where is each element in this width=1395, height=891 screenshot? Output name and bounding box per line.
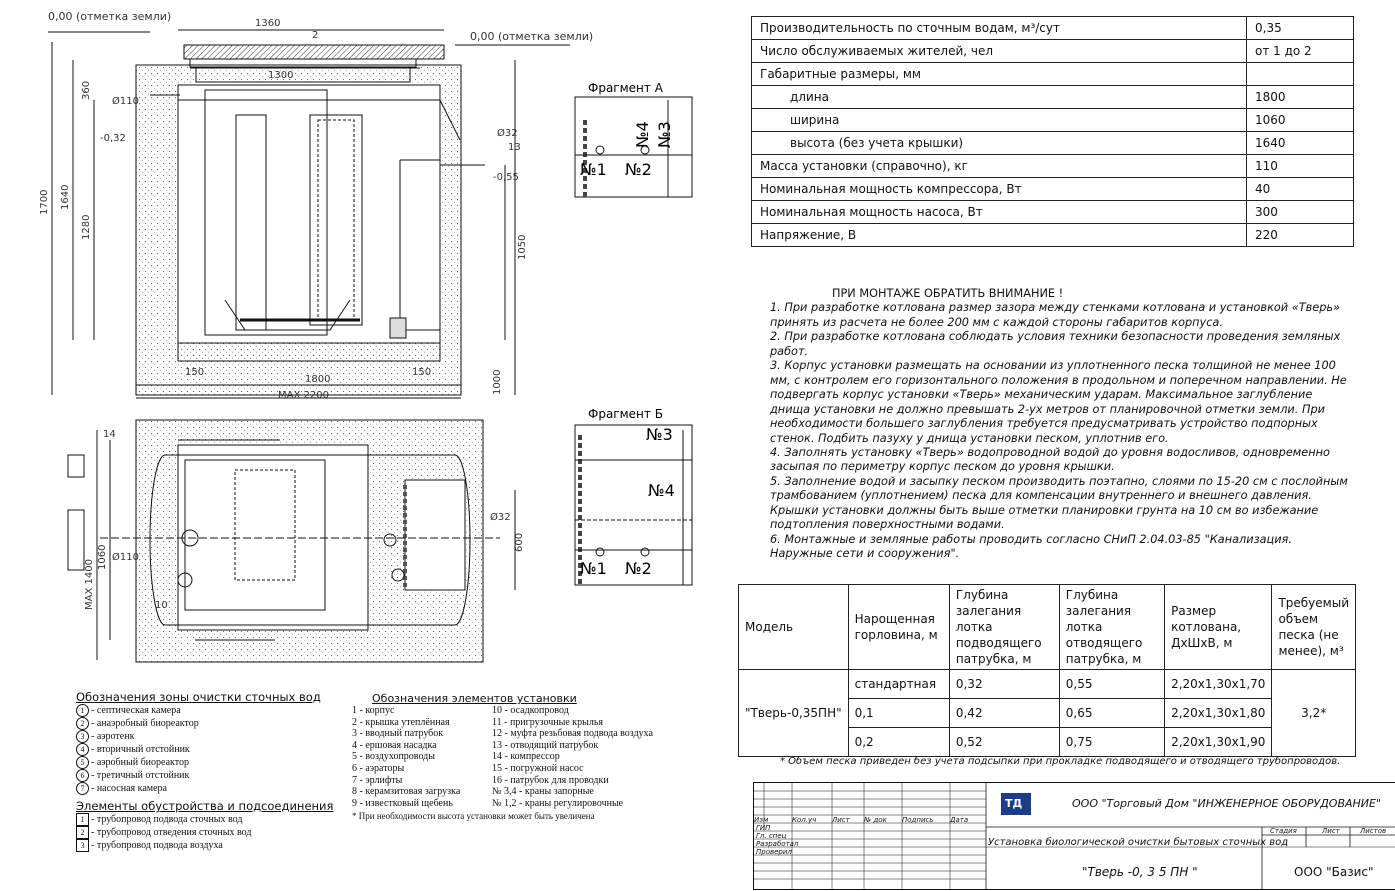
spec-value: 110	[1247, 155, 1354, 178]
stamp-stage: Стадия	[1270, 827, 1297, 835]
model-cell-pit: 2,20х1,30х1,80	[1165, 699, 1272, 728]
element-item: № 1,2 - краны регулировочные	[492, 797, 624, 809]
stamp-sheets: Листов	[1360, 827, 1387, 835]
model-row	[739, 670, 1356, 699]
plan-view	[68, 420, 515, 662]
footnote: * Объем песка приведен без учета подсыпки при прокладке подводящего и отводящего трубопроводов.	[780, 756, 1341, 767]
model-cell-pit: 2,20х1,30х1,90	[1165, 728, 1272, 757]
element-item: 4 - ершовая насадка	[352, 739, 437, 751]
spec-label: ширина	[752, 109, 1247, 132]
spec-row	[752, 63, 1354, 86]
legend-text: - трубопровод отведения сточных вод	[91, 826, 252, 838]
spec-table	[751, 16, 1354, 247]
plan-dim-d32: Ø32	[490, 512, 511, 523]
dim-150-right: 150	[412, 367, 432, 378]
drawing-title: Установка биологической очистки бытовых сточных вод	[988, 837, 1289, 848]
legend-text: - третичный отстойник	[91, 769, 190, 781]
note-item: 6. Монтажные и земляные работы проводить согласно СНиП 2.04.03-85 "Канализация. Наружные сети и сооружения".	[770, 532, 1292, 561]
legend-text: - насосная камера	[91, 782, 167, 794]
company-logo: ТД	[1005, 797, 1023, 810]
spec-value	[1247, 63, 1354, 86]
sand-volume: 3,2*	[1272, 670, 1356, 757]
legend-item	[76, 782, 346, 795]
legend-marker: 3	[76, 839, 89, 852]
col-in-depth: Глубина залегания лотка подводящего патрубка, м	[949, 585, 1059, 670]
plan-dim-d110: Ø110	[112, 552, 139, 563]
spec-value: 1060	[1247, 109, 1354, 132]
spec-value: от 1 до 2	[1247, 40, 1354, 63]
stamp-roles	[756, 824, 798, 856]
model-cell-in: 0,32	[949, 670, 1059, 699]
plan-dim-max-1400: MAX 1400	[84, 559, 95, 610]
note-item: 1. При разработке котлована размер зазора между стенками котлована и установкой «Тверь» принять из расчета не более 200 мм с каждой стороны габаритов корпуса.	[770, 301, 1341, 329]
legend-text: - аэротенк	[91, 730, 135, 742]
stamp-col: Изм	[754, 816, 769, 824]
dim-minus-032: -0,32	[100, 133, 126, 144]
stamp-col: Дата	[950, 816, 969, 824]
connections-legend-title: Элементы обустройства и подсоединения	[76, 799, 334, 813]
dim-d110: Ø110	[112, 96, 139, 107]
plan-dim-14: 14	[103, 429, 116, 440]
spec-value: 300	[1247, 201, 1354, 224]
spec-row	[752, 201, 1354, 224]
plan-dim-600: 600	[514, 532, 525, 552]
spec-label: Номинальная мощность насоса, Вт	[752, 201, 1247, 224]
model-name: "Тверь-0,35ПН"	[739, 670, 849, 757]
spec-label: высота (без учета крышки)	[752, 132, 1247, 155]
element-item: 11 - пригрузочные крылья	[492, 716, 604, 728]
stamp-col: Подпись	[902, 816, 934, 824]
dim-1360: 1360	[255, 18, 281, 29]
dim-1640: 1640	[60, 184, 71, 210]
valve-3-b: №3	[646, 425, 673, 444]
legend-marker: 4	[76, 743, 89, 756]
stamp-col: Кол.уч	[792, 816, 817, 824]
label-2: 2	[312, 30, 319, 41]
spec-value: 0,35	[1247, 17, 1354, 40]
dim-1300: 1300	[268, 70, 294, 81]
stamp-role: Гл. спец	[756, 832, 787, 840]
legend-marker: 2	[76, 826, 89, 839]
model-cell-out: 0,75	[1059, 728, 1164, 757]
element-item: 10 - осадкопровод	[492, 705, 569, 716]
spec-value: 40	[1247, 178, 1354, 201]
legend-text: - анаэробный биореактор	[91, 717, 199, 729]
plan-dim-10: 10	[155, 600, 168, 611]
col-out-depth: Глубина залегания лотка отводящего патрубка, м	[1059, 585, 1164, 670]
stamp-col: Лист	[832, 816, 850, 824]
legend-text: - септическая камера	[91, 704, 181, 716]
dim-1800: 1800	[305, 374, 331, 385]
spec-label: Габаритные размеры, мм	[752, 63, 1247, 86]
element-item: 2 - крышка утеплённая	[352, 716, 450, 728]
legend-item	[76, 743, 346, 756]
model-cell-neck: 0,1	[848, 699, 949, 728]
element-item: 9 - известковый щебень	[352, 797, 453, 809]
dim-360: 360	[81, 80, 92, 100]
legend-item	[76, 704, 346, 717]
company-name: ООО "Торговый Дом "ИНЖЕНЕРНОЕ ОБОРУДОВАНИЕ"	[1072, 797, 1382, 810]
legend-marker: 5	[76, 756, 89, 769]
model-cell-in: 0,52	[949, 728, 1059, 757]
col-pit: Размер котлована, ДхШхВ, м	[1165, 585, 1272, 670]
zones-legend	[76, 690, 346, 852]
model-cell-pit: 2,20х1,30х1,70	[1165, 670, 1272, 699]
stamp-role: Проверил	[756, 848, 792, 856]
legend-item	[76, 813, 346, 826]
legend-item	[76, 826, 346, 839]
element-item: 5 - воздухопроводы	[352, 751, 435, 763]
element-item: № 3,4 - краны запорные	[492, 786, 594, 798]
element-item: 1 - корпус	[352, 705, 395, 716]
spec-row	[752, 86, 1354, 109]
org-name: ООО "Базис"	[1294, 865, 1374, 879]
legend-item	[76, 717, 346, 730]
spec-label: Производительность по сточным водам, м³/сут	[752, 17, 1247, 40]
model-cell-out: 0,65	[1059, 699, 1164, 728]
valve-1-b: №1	[580, 559, 607, 578]
model-cell-neck: 0,2	[848, 728, 949, 757]
dim-13: 13	[508, 142, 521, 153]
element-item: 14 - компрессор	[492, 751, 560, 763]
element-item: 7 - эрлифты	[352, 774, 403, 786]
note-item: 3. Корпус установки размещать на основании из уплотненного песка толщиной не менее 100 мм, с контролем его горизонтального положения в продольном и поперечном направлении. Не подвергать корпус установки «Тверь» механическим ударам. Максимальное заглубление днища установки не должно превышать 2-ух метров от планировочной отметки земли. При необходимости большего заглубления требуется предусматривать устройство подпорных стенок. Подбить пазуху у днища установки песком, уплотнив его.	[770, 359, 1347, 445]
element-item: 3 - вводный патрубок	[352, 728, 444, 740]
spec-row	[752, 224, 1354, 247]
col-neck: Нарощенная горловина, м	[848, 585, 949, 670]
spec-label: длина	[752, 86, 1247, 109]
model-cell-in: 0,42	[949, 699, 1059, 728]
note-item: 2. При разработке котлована соблюдать условия техники безопасности проведения земляных работ.	[770, 330, 1341, 358]
fragment-b-labels	[580, 425, 675, 578]
legend-marker: 3	[76, 730, 89, 743]
spec-value: 1640	[1247, 132, 1354, 155]
dim-minus-055: -0,55	[493, 172, 519, 183]
dim-1280: 1280	[81, 214, 92, 240]
elements-note: * При необходимости высота установки может быть увеличена	[352, 811, 595, 822]
fragment-a-title: Фрагмент А	[588, 81, 663, 95]
spec-label: Число обслуживаемых жителей, чел	[752, 40, 1247, 63]
model-cell-neck: стандартная	[848, 670, 949, 699]
element-item: 15 - погружной насос	[492, 762, 584, 774]
fragment-a-labels	[580, 121, 674, 179]
model-cell-out: 0,55	[1059, 670, 1164, 699]
spec-value: 220	[1247, 224, 1354, 247]
dim-150-left: 150	[185, 367, 205, 378]
dim-d32: Ø32	[497, 128, 518, 139]
stamp-role: ГИП	[756, 824, 771, 832]
legend-item	[76, 756, 346, 769]
valve-4-a: №4	[633, 121, 652, 148]
valve-1-a: №1	[580, 160, 607, 179]
spec-label: Напряжение, В	[752, 224, 1247, 247]
product-name: "Тверь -0, 3 5 ПН "	[1082, 865, 1198, 879]
element-item: 12 - муфта резьбовая подвода воздуха	[492, 728, 653, 740]
spec-label: Масса установки (справочно), кг	[752, 155, 1247, 178]
valve-3-a: №3	[655, 121, 674, 148]
notes-title: ПРИ МОНТАЖЕ ОБРАТИТЬ ВНИМАНИЕ !	[832, 287, 1064, 300]
spec-row	[752, 40, 1354, 63]
ground-mark-left: 0,00 (отметка земли)	[48, 10, 172, 23]
element-item: 13 - отводящий патрубок	[492, 739, 599, 751]
legend-text: - вторичный отстойник	[91, 743, 190, 755]
title-block	[753, 782, 1395, 890]
elements-legend	[352, 692, 712, 823]
dim-1050: 1050	[517, 234, 528, 260]
legend-text: - аэробный биореактор	[91, 756, 189, 768]
col-sand: Требуемый объем песка (не менее), м³	[1272, 585, 1356, 670]
stamp-role: Разработал	[756, 840, 799, 848]
legend-item	[76, 769, 346, 782]
col-model: Модель	[739, 585, 849, 670]
legend-marker: 2	[76, 717, 89, 730]
valve-2-a: №2	[625, 160, 652, 179]
legend-marker: 7	[76, 782, 89, 795]
note-item: 4. Заполнять установку «Тверь» водопроводной водой до уровня водосливов, одновременно засыпая по периметру корпус песком до уровня крышки.	[770, 445, 1330, 474]
stamp-cols	[754, 816, 986, 824]
spec-row	[752, 109, 1354, 132]
dim-1000: 1000	[492, 369, 503, 395]
element-item: 6 - аэраторы	[352, 762, 405, 774]
element-item: 8 - керамзитовая загрузка	[352, 786, 461, 798]
elements-legend-title: Обозначения элементов установки	[372, 692, 577, 705]
installation-notes	[770, 287, 1350, 562]
valve-2-b: №2	[625, 559, 652, 578]
legend-text: - трубопровод подвода воздуха	[91, 839, 223, 851]
stamp-sheet: Лист	[1322, 827, 1340, 835]
plan-dim-1060: 1060	[97, 544, 108, 570]
spec-value: 1800	[1247, 86, 1354, 109]
legend-marker: 1	[76, 704, 89, 717]
element-item: 16 - патрубок для проводки	[492, 774, 609, 786]
section-view	[48, 30, 570, 398]
valve-4-b: №4	[648, 481, 675, 500]
note-item: 5. Заполнение водой и засыпку песком производить поэтапно, слоями по 15-20 см с послойным трамбованием (уплотнением) песка для компенсации внутреннего и внешнего давления. Крышки установки должны быть выше отметки планировки грунта на 10 см во избежание подтопления поверхностными водами.	[770, 474, 1348, 532]
stamp-col: № док	[864, 816, 887, 824]
spec-row	[752, 178, 1354, 201]
zones-legend-title: Обозначения зоны очистки сточных вод	[76, 690, 321, 704]
ground-mark-right: 0,00 (отметка земли)	[470, 30, 594, 43]
legend-item	[76, 730, 346, 743]
legend-text: - трубопровод подвода сточных вод	[91, 813, 243, 825]
dim-max-2200: MAX 2200	[278, 390, 329, 401]
spec-label: Номинальная мощность компрессора, Вт	[752, 178, 1247, 201]
model-table	[738, 584, 1356, 757]
fragment-b-title: Фрагмент Б	[588, 407, 663, 421]
spec-row	[752, 155, 1354, 178]
spec-row	[752, 17, 1354, 40]
legend-marker: 1	[76, 813, 89, 826]
technical-drawing	[0, 0, 740, 680]
legend-marker: 6	[76, 769, 89, 782]
dim-1700: 1700	[39, 189, 50, 215]
legend-item	[76, 839, 346, 852]
spec-row	[752, 132, 1354, 155]
